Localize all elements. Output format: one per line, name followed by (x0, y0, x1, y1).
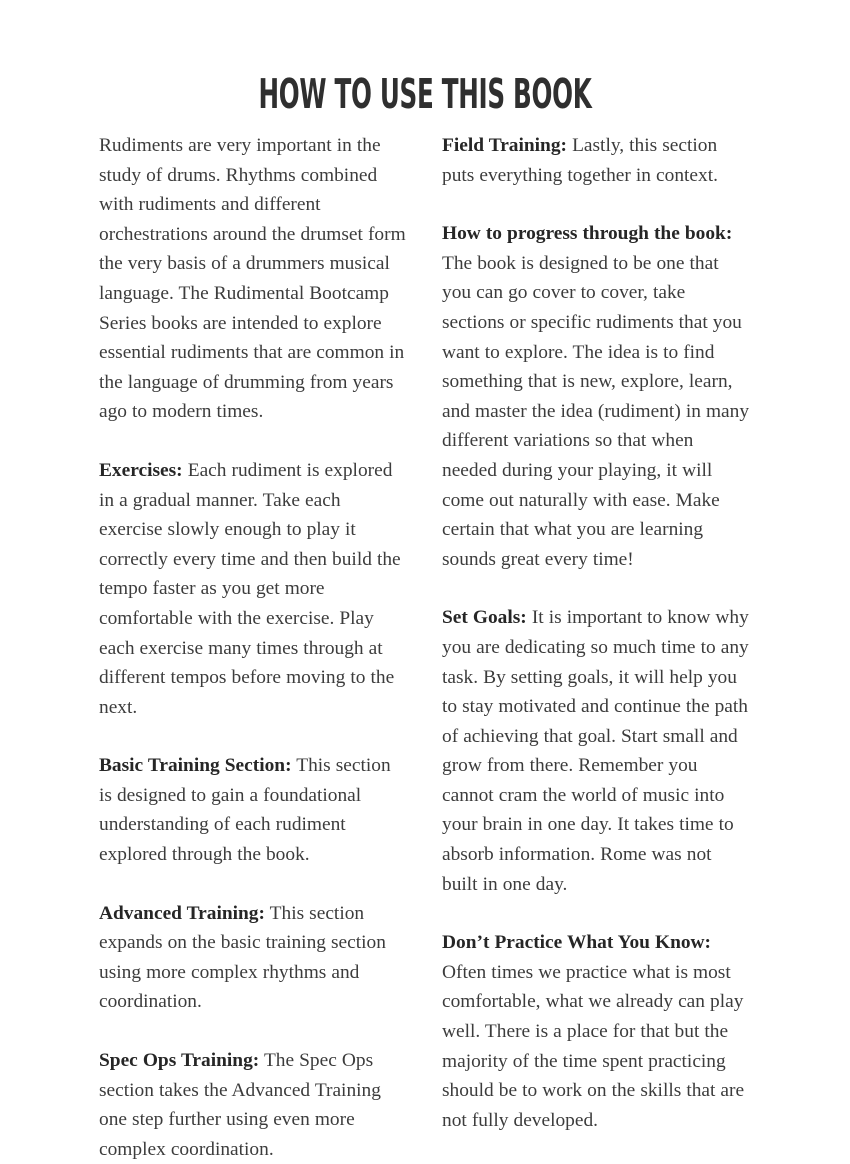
paragraph-text: The book is designed to be one that you can go cover to cover, take sections or specific rudiments that you want to explore. The idea is to find something that is new, explore, learn, and master the idea (rudiment) in many different variations so that when needed during your playing, it will come out naturally with ease. Make certain that what you are learning sounds great every time! (442, 252, 750, 570)
column-right (442, 131, 751, 1135)
paragraph-lead-in: Exercises: (99, 459, 183, 481)
paragraph-text: Lastly, this section puts everything together in context. (442, 135, 718, 186)
paragraph-heading: Don’t Practice What You Know: (442, 932, 712, 954)
paragraph-text: This section is designed to gain a foundational understanding of each rudiment explored through the book. (99, 755, 391, 866)
paragraph-text: Each rudiment is explored in a gradual manner. Take each exercise slowly enough to play it correctly every time and then build the tempo faster as you get more comfortable with the exercise. Play each exercise many times through at different tempos before moving to the next. (99, 459, 401, 718)
paragraph-lead-in: Basic Training Section: (99, 755, 292, 777)
paragraph-lead-in: Set Goals: (442, 607, 527, 629)
paragraph (442, 131, 751, 190)
paragraph (99, 899, 408, 1017)
paragraph-lead-in: Field Training: (442, 135, 567, 156)
paragraph (99, 1046, 408, 1164)
paragraph-heading: How to progress through the book: (442, 223, 733, 245)
paragraph (442, 928, 751, 1135)
column-left (99, 131, 408, 1164)
paragraph-text: This section expands on the basic training section using more complex rhythms and coordination. (99, 902, 386, 1013)
paragraph (442, 219, 751, 574)
paragraph (99, 131, 408, 427)
paragraph-text: It is important to know why you are dedicating so much time to any task. By setting goals, it will help you to stay motivated and continue the path of achieving that goal. Start small and grow from there. Remember you cannot cram the world of music into your brain in one day. It takes time to absorb information. Rome was not built in one day. (442, 607, 749, 895)
body-columns (99, 131, 751, 1164)
paragraph-lead-in: Advanced Training: (99, 902, 265, 924)
page-title: HOW TO USE THIS BOOK (258, 70, 592, 119)
paragraph (442, 603, 751, 899)
paragraph-text: Rudiments are very important in the study of drums. Rhythms combined with rudiments and different orchestrations around the drumset form the very basis of a drummers musical language. The Rudimental Bootcamp Series books are intended to explore essential rudiments that are common in the language of drumming from years ago to modern times. (99, 135, 406, 423)
paragraph (99, 751, 408, 869)
paragraph-lead-in: Spec Ops Training: (99, 1050, 260, 1072)
paragraph (99, 456, 408, 722)
paragraph-text: Often times we practice what is most comfortable, what we already can play well. There is a place for that but the majority of the time spent practicing should be to work on the skills that are not fully developed. (442, 961, 745, 1131)
paragraph-text: The Spec Ops section takes the Advanced Training one step further using even more complex coordination. (99, 1050, 381, 1160)
